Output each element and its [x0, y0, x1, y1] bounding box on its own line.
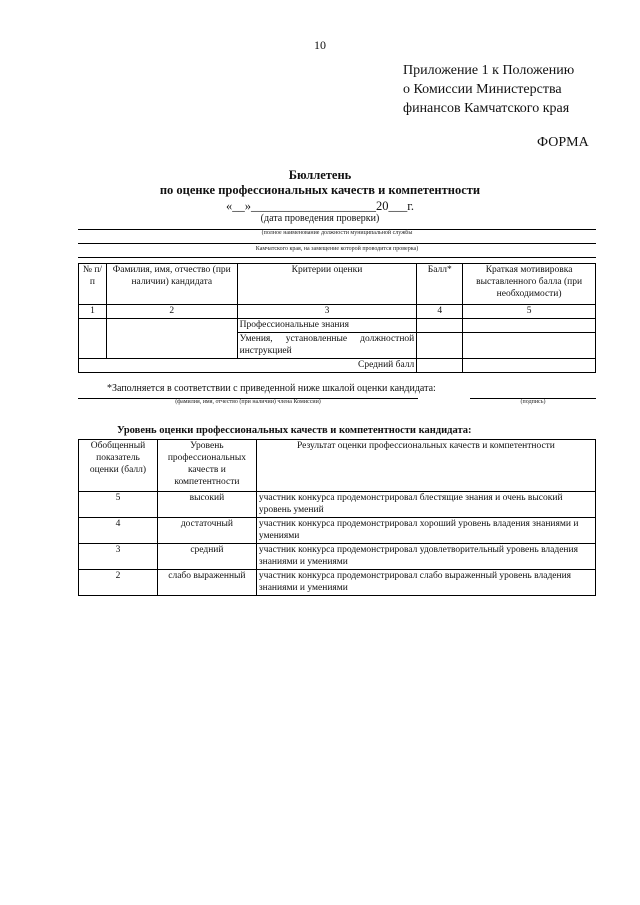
header-criteria: Критерии оценки	[237, 264, 417, 305]
average-motivation-cell[interactable]	[463, 359, 596, 373]
appendix-line: о Комиссии Министерства	[403, 82, 562, 97]
scale-level: достаточный	[157, 518, 256, 544]
criterion-cell: Умения, установленные должностной инструкцией	[237, 333, 417, 359]
header-number: № п/п	[79, 264, 107, 305]
ballot-table	[78, 263, 596, 373]
scale-level: слабо выраженный	[157, 570, 256, 596]
column-number: 3	[237, 305, 417, 319]
scale-header-level: Уровень профессиональных качеств и компетентности	[157, 440, 256, 492]
scale-score: 3	[79, 544, 158, 570]
column-number: 4	[417, 305, 463, 319]
number-cell[interactable]	[79, 319, 107, 359]
form-label: ФОРМА	[537, 135, 589, 150]
scale-title: Уровень оценки профессиональных качеств и компетентности кандидата:	[117, 425, 472, 436]
scale-result: участник конкурса продемонстрировал блестящие знания и очень высокий уровень умений	[256, 492, 595, 518]
criterion-cell: Профессиональные знания	[237, 319, 417, 333]
page-number: 10	[314, 38, 326, 52]
position-caption-2: Камчатского края, на замещение которой проводится проверка)	[255, 246, 419, 252]
scale-level: высокий	[157, 492, 256, 518]
scale-score: 4	[79, 518, 158, 544]
date-line: «__»____________________20___г.	[225, 199, 415, 213]
score-cell[interactable]	[417, 333, 463, 359]
column-number: 5	[463, 305, 596, 319]
appendix-note	[403, 61, 574, 118]
document-subtitle: по оценке профессиональных качеств и компетентности	[159, 183, 481, 197]
date-caption: (дата проведения проверки)	[260, 213, 380, 224]
scale-level: средний	[157, 544, 256, 570]
motivation-cell[interactable]	[463, 333, 596, 359]
member-name-caption: (фамилия, имя, отчество (при наличии) члена Комиссии)	[175, 399, 321, 405]
average-score-cell[interactable]	[417, 359, 463, 373]
document-title: Бюллетень	[288, 168, 352, 182]
position-rule-2	[78, 243, 596, 244]
position-rule-3	[78, 257, 596, 258]
motivation-cell[interactable]	[463, 319, 596, 333]
average-score-label: Средний балл	[79, 359, 417, 373]
scale-header-result: Результат оценки профессиональных качеств и компетентности	[256, 440, 595, 492]
header-name: Фамилия, имя, отчество (при наличии) кандидата	[106, 264, 237, 305]
appendix-line: Приложение 1 к Положению	[403, 63, 575, 78]
position-caption: (полное наименование должности муниципальной службы	[261, 230, 413, 236]
scale-result: участник конкурса продемонстрировал хороший уровень владения знаниями и умениями	[256, 518, 595, 544]
scale-score: 2	[79, 570, 158, 596]
scale-table	[78, 439, 596, 596]
header-score: Балл*	[417, 264, 463, 305]
scale-header-score: Обобщенный показатель оценки (балл)	[79, 440, 158, 492]
appendix-line: финансов Камчатского края	[403, 101, 570, 116]
scale-score: 5	[79, 492, 158, 518]
scale-result: участник конкурса продемонстрировал слабо выраженный уровень владения знаниями и умениями	[256, 570, 595, 596]
column-number: 1	[79, 305, 107, 319]
candidate-name-cell[interactable]	[106, 319, 237, 359]
score-cell[interactable]	[417, 319, 463, 333]
scale-result: участник конкурса продемонстрировал удовлетворительный уровень владения знаниями и умениями	[256, 544, 595, 570]
header-motivation: Краткая мотивировка выставленного балла (при необходимости)	[463, 264, 596, 305]
footnote: *Заполняется в соответствии с приведенной ниже шкалой оценки кандидата:	[107, 383, 436, 394]
signature-caption: (подпись)	[520, 399, 546, 405]
column-number: 2	[106, 305, 237, 319]
